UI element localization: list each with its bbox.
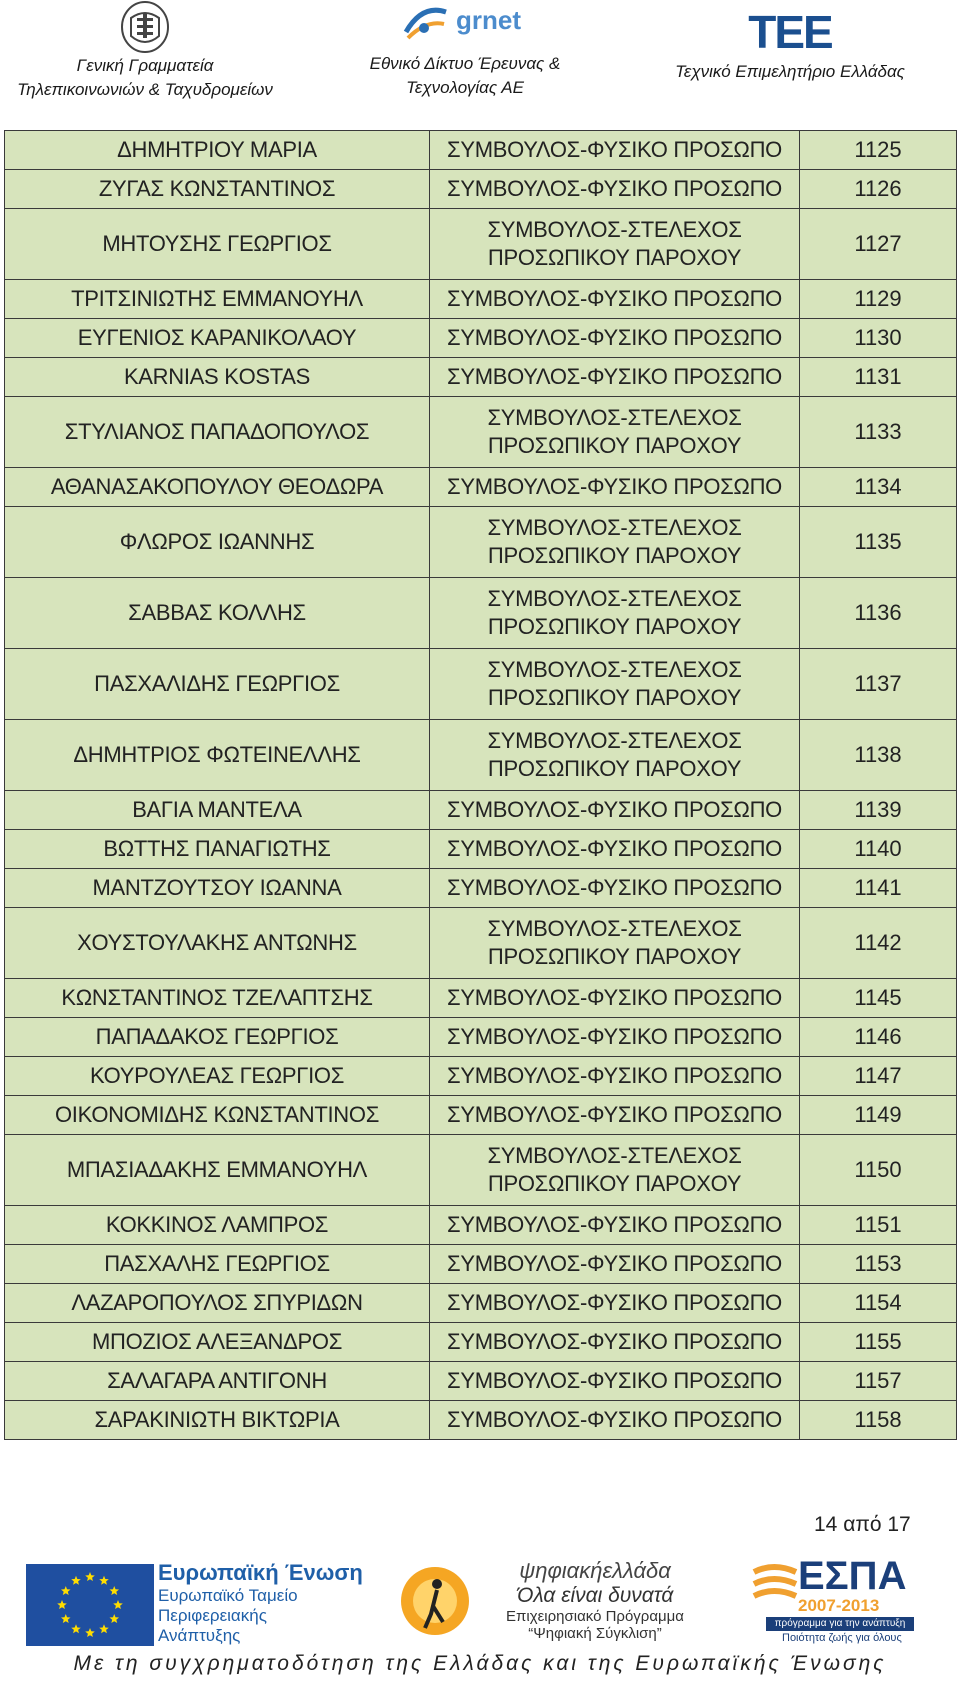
member-type-cell: [430, 507, 800, 578]
member-type-line-1: ΣΥΜΒΟΥΛΟΣ-ΦΥΣΙΚΟ ΠΡΟΣΩΠΟ: [447, 875, 782, 900]
member-type-cell: [430, 209, 800, 280]
member-id-cell: 1158: [800, 1401, 957, 1440]
table-row: [5, 319, 957, 358]
table-row: [5, 358, 957, 397]
table-row: [5, 791, 957, 830]
member-id-cell: 1136: [800, 578, 957, 649]
table-row: [5, 720, 957, 791]
member-id-cell: 1140: [800, 830, 957, 869]
table-row: [5, 507, 957, 578]
member-id-cell: 1155: [800, 1323, 957, 1362]
member-type-cell: [430, 1401, 800, 1440]
member-name-cell: ΧΟΥΣΤΟΥΛΑΚΗΣ ΑΝΤΩΝΗΣ: [5, 908, 430, 979]
member-type-line-2: ΠΡΟΣΩΠΙΚΟΥ ΠΑΡΟΧΟΥ: [487, 614, 742, 639]
member-id-cell: 1147: [800, 1057, 957, 1096]
espa-wave-icon: [752, 1562, 798, 1612]
eu-line-2: Ευρωπαϊκό Ταμείο: [158, 1586, 298, 1605]
page-header: [0, 0, 960, 125]
member-type-cell: [430, 1245, 800, 1284]
member-type-line-1: ΣΥΜΒΟΥΛΟΣ-ΦΥΣΙΚΟ ΠΡΟΣΩΠΟ: [447, 1102, 782, 1127]
member-name-cell: ΜΠΑΣΙΑΔΑΚΗΣ ΕΜΜΑΝΟΥΗΛ: [5, 1135, 430, 1206]
member-name-cell: ΒΩΤΤΗΣ ΠΑΝΑΓΙΩΤΗΣ: [5, 830, 430, 869]
member-type-cell: [430, 397, 800, 468]
member-type-line-1: ΣΥΜΒΟΥΛΟΣ-ΦΥΣΙΚΟ ΠΡΟΣΩΠΟ: [447, 1368, 782, 1393]
tee-wordmark: TEE: [748, 6, 832, 58]
member-type-line-1: ΣΥΜΒΟΥΛΟΣ-ΣΤΕΛΕΧΟΣ: [487, 405, 742, 430]
member-type-line-1: ΣΥΜΒΟΥΛΟΣ-ΦΥΣΙΚΟ ΠΡΟΣΩΠΟ: [447, 797, 782, 822]
table-row: [5, 1323, 957, 1362]
member-type-line-1: ΣΥΜΒΟΥΛΟΣ-ΦΥΣΙΚΟ ΠΡΟΣΩΠΟ: [447, 176, 782, 201]
member-type-cell: [430, 170, 800, 209]
member-id-cell: 1139: [800, 791, 957, 830]
member-name-cell: ΜΠΟΖΙΟΣ ΑΛΕΞΑΝΔΡΟΣ: [5, 1323, 430, 1362]
member-type-cell: [430, 649, 800, 720]
page-number: 14 από 17: [814, 1513, 911, 1536]
member-name-cell: ΚΩΝΣΤΑΝΤΙΝΟΣ ΤΖΕΛΑΠΤΣΗΣ: [5, 979, 430, 1018]
member-type-cell: [430, 869, 800, 908]
espa-title: ΕΣΠΑ: [798, 1554, 907, 1598]
member-name-cell: ΒΑΓΙΑ ΜΑΝΤΕΛΑ: [5, 791, 430, 830]
eu-line-4: Ανάπτυξης: [158, 1626, 241, 1645]
member-type-line-1: ΣΥΜΒΟΥΛΟΣ-ΦΥΣΙΚΟ ΠΡΟΣΩΠΟ: [447, 1290, 782, 1315]
gsgt-line-1: Γενική Γραμματεία: [76, 56, 214, 75]
member-id-cell: 1149: [800, 1096, 957, 1135]
member-type-line-2: ΠΡΟΣΩΠΙΚΟΥ ΠΑΡΟΧΟΥ: [487, 944, 742, 969]
member-id-cell: 1142: [800, 908, 957, 979]
member-type-cell: [430, 280, 800, 319]
member-id-cell: 1127: [800, 209, 957, 280]
member-type-line-1: ΣΥΜΒΟΥΛΟΣ-ΣΤΕΛΕΧΟΣ: [487, 657, 742, 682]
member-type-cell: [430, 468, 800, 507]
member-type-line-2: ΠΡΟΣΩΠΙΚΟΥ ΠΑΡΟΧΟΥ: [487, 543, 742, 568]
table-row: [5, 1096, 957, 1135]
tee-line-1: Τεχνικό Επιμελητήριο Ελλάδας: [675, 62, 905, 81]
member-type-line-1: ΣΥΜΒΟΥΛΟΣ-ΦΥΣΙΚΟ ΠΡΟΣΩΠΟ: [447, 1063, 782, 1088]
member-id-cell: 1151: [800, 1206, 957, 1245]
member-name-cell: ΚΟΥΡΟΥΛΕΑΣ ΓΕΩΡΓΙΟΣ: [5, 1057, 430, 1096]
member-type-line-2: ΠΡΟΣΩΠΙΚΟΥ ΠΑΡΟΧΟΥ: [487, 685, 742, 710]
member-type-line-1: ΣΥΜΒΟΥΛΟΣ-ΦΥΣΙΚΟ ΠΡΟΣΩΠΟ: [447, 1212, 782, 1237]
member-type-line-1: ΣΥΜΒΟΥΛΟΣ-ΦΥΣΙΚΟ ΠΡΟΣΩΠΟ: [447, 836, 782, 861]
member-id-cell: 1146: [800, 1018, 957, 1057]
member-name-cell: ΣΑΛΑΓΑΡΑ ΑΝΤΙΓΟΝΗ: [5, 1362, 430, 1401]
digital-greece-figure-icon: [395, 1556, 475, 1646]
member-id-cell: 1138: [800, 720, 957, 791]
tee-logo: [645, 0, 935, 56]
table-row: [5, 1135, 957, 1206]
grnet-line-2: Τεχνολογίας ΑΕ: [406, 78, 524, 97]
member-type-cell: [430, 1362, 800, 1401]
member-name-cell: KARNIAS KOSTAS: [5, 358, 430, 397]
eu-line-3: Περιφερειακής: [158, 1606, 267, 1625]
member-type-cell: [430, 131, 800, 170]
member-type-cell: [430, 358, 800, 397]
member-type-line-2: ΠΡΟΣΩΠΙΚΟΥ ΠΑΡΟΧΟΥ: [487, 756, 742, 781]
table-row: [5, 170, 957, 209]
member-id-cell: 1154: [800, 1284, 957, 1323]
header-tee: [645, 0, 935, 84]
member-id-cell: 1135: [800, 507, 957, 578]
member-type-line-1: ΣΥΜΒΟΥΛΟΣ-ΦΥΣΙΚΟ ΠΡΟΣΩΠΟ: [447, 1251, 782, 1276]
member-type-line-1: ΣΥΜΒΟΥΛΟΣ-ΦΥΣΙΚΟ ΠΡΟΣΩΠΟ: [447, 1329, 782, 1354]
member-name-cell: ΜΗΤΟΥΣΗΣ ΓΕΩΡΓΙΟΣ: [5, 209, 430, 280]
member-type-line-1: ΣΥΜΒΟΥΛΟΣ-ΦΥΣΙΚΟ ΠΡΟΣΩΠΟ: [447, 474, 782, 499]
digital-greece-text: [480, 1558, 710, 1642]
gsgt-line-2: Τηλεπικοινωνιών & Ταχυδρομείων: [17, 80, 273, 99]
member-id-cell: 1130: [800, 319, 957, 358]
member-name-cell: ΔΗΜΗΤΡΙΟΥ ΜΑΡΙΑ: [5, 131, 430, 170]
member-name-cell: ΠΑΣΧΑΛΙΔΗΣ ΓΕΩΡΓΙΟΣ: [5, 649, 430, 720]
table-row: [5, 649, 957, 720]
table-row: [5, 1401, 957, 1440]
member-name-cell: ΦΛΩΡΟΣ ΙΩΑΝΝΗΣ: [5, 507, 430, 578]
member-name-cell: ΣΑΒΒΑΣ ΚΟΛΛΗΣ: [5, 578, 430, 649]
member-type-cell: [430, 1018, 800, 1057]
grnet-logo: [340, 0, 590, 52]
espa-tagline-1: πρόγραμμα για την ανάπτυξη: [766, 1617, 914, 1631]
member-id-cell: 1157: [800, 1362, 957, 1401]
member-type-cell: [430, 791, 800, 830]
table-row: [5, 397, 957, 468]
table-row: [5, 1284, 957, 1323]
member-id-cell: 1150: [800, 1135, 957, 1206]
member-id-cell: 1145: [800, 979, 957, 1018]
table-row: [5, 869, 957, 908]
member-id-cell: 1153: [800, 1245, 957, 1284]
member-name-cell: ΠΑΠΑΔΑΚΟΣ ΓΕΩΡΓΙΟΣ: [5, 1018, 430, 1057]
member-type-line-1: ΣΥΜΒΟΥΛΟΣ-ΣΤΕΛΕΧΟΣ: [487, 586, 742, 611]
header-gsgt: [0, 0, 290, 102]
member-type-line-1: ΣΥΜΒΟΥΛΟΣ-ΣΤΕΛΕΧΟΣ: [487, 515, 742, 540]
greek-state-emblem-icon: [119, 0, 171, 54]
digital-greece-slogan: Όλα είναι δυνατά: [516, 1584, 674, 1607]
espa-tagline-2: Ποιότητα ζωής για όλους: [782, 1632, 902, 1644]
member-id-cell: 1133: [800, 397, 957, 468]
table-row: [5, 1245, 957, 1284]
member-type-line-1: ΣΥΜΒΟΥΛΟΣ-ΦΥΣΙΚΟ ΠΡΟΣΩΠΟ: [447, 286, 782, 311]
member-id-cell: 1134: [800, 468, 957, 507]
member-type-line-2: ΠΡΟΣΩΠΙΚΟΥ ΠΑΡΟΧΟΥ: [487, 245, 742, 270]
table-row: [5, 1206, 957, 1245]
table-row: [5, 1018, 957, 1057]
eu-flag-icon: [26, 1564, 154, 1646]
member-id-cell: 1125: [800, 131, 957, 170]
espa-years: 2007-2013: [798, 1596, 880, 1615]
member-name-cell: ΖΥΓΑΣ ΚΩΝΣΤΑΝΤΙΝΟΣ: [5, 170, 430, 209]
grnet-swirl-icon: [402, 2, 450, 48]
member-type-cell: [430, 578, 800, 649]
member-type-cell: [430, 830, 800, 869]
member-type-line-1: ΣΥΜΒΟΥΛΟΣ-ΦΥΣΙΚΟ ΠΡΟΣΩΠΟ: [447, 1407, 782, 1432]
digital-greece-line-2: “Ψηφιακή Σύγκλιση”: [528, 1625, 662, 1642]
member-id-cell: 1131: [800, 358, 957, 397]
member-name-cell: ΤΡΙΤΣΙΝΙΩΤΗΣ ΕΜΜΑΝΟΥΗΛ: [5, 280, 430, 319]
member-name-cell: ΟΙΚΟΝΟΜΙΔΗΣ ΚΩΝΣΤΑΝΤΙΝΟΣ: [5, 1096, 430, 1135]
member-type-line-1: ΣΥΜΒΟΥΛΟΣ-ΦΥΣΙΚΟ ΠΡΟΣΩΠΟ: [447, 364, 782, 389]
member-type-cell: [430, 1057, 800, 1096]
member-type-line-1: ΣΥΜΒΟΥΛΟΣ-ΦΥΣΙΚΟ ΠΡΟΣΩΠΟ: [447, 985, 782, 1010]
header-grnet: [340, 0, 590, 100]
member-id-cell: 1129: [800, 280, 957, 319]
member-id-cell: 1141: [800, 869, 957, 908]
table-row: [5, 468, 957, 507]
table-row: [5, 1362, 957, 1401]
grnet-wordmark: grnet: [456, 5, 521, 35]
member-type-line-1: ΣΥΜΒΟΥΛΟΣ-ΦΥΣΙΚΟ ΠΡΟΣΩΠΟ: [447, 137, 782, 162]
eu-title: Ευρωπαϊκή Ένωση: [158, 1560, 363, 1585]
member-id-cell: 1137: [800, 649, 957, 720]
table-row: [5, 280, 957, 319]
espa-logo: [752, 1554, 907, 1644]
member-type-line-1: ΣΥΜΒΟΥΛΟΣ-ΣΤΕΛΕΧΟΣ: [487, 1143, 742, 1168]
member-name-cell: ΣΤΥΛΙΑΝΟΣ ΠΑΠΑΔΟΠΟΥΛΟΣ: [5, 397, 430, 468]
member-name-cell: ΚΟΚΚΙΝΟΣ ΛΑΜΠΡΟΣ: [5, 1206, 430, 1245]
table-row: [5, 1057, 957, 1096]
table-row: [5, 578, 957, 649]
member-type-line-1: ΣΥΜΒΟΥΛΟΣ-ΦΥΣΙΚΟ ΠΡΟΣΩΠΟ: [447, 325, 782, 350]
member-type-cell: [430, 319, 800, 358]
table-row: [5, 979, 957, 1018]
member-type-cell: [430, 1284, 800, 1323]
member-type-cell: [430, 979, 800, 1018]
member-name-cell: ΠΑΣΧΑΛΗΣ ΓΕΩΡΓΙΟΣ: [5, 1245, 430, 1284]
member-type-line-1: ΣΥΜΒΟΥΛΟΣ-ΣΤΕΛΕΧΟΣ: [487, 916, 742, 941]
member-name-cell: ΣΑΡΑΚΙΝΙΩΤΗ ΒΙΚΤΩΡΙΑ: [5, 1401, 430, 1440]
member-type-cell: [430, 1323, 800, 1362]
grnet-line-1: Εθνικό Δίκτυο Έρευνας &: [369, 54, 561, 73]
member-type-line-2: ΠΡΟΣΩΠΙΚΟΥ ΠΑΡΟΧΟΥ: [487, 433, 742, 458]
eu-fund-text: [158, 1560, 363, 1646]
registry-table: [4, 130, 957, 1440]
member-name-cell: ΜΑΝΤΖΟΥΤΣΟΥ ΙΩΑΝΝΑ: [5, 869, 430, 908]
member-type-cell: [430, 720, 800, 791]
member-type-line-1: ΣΥΜΒΟΥΛΟΣ-ΣΤΕΛΕΧΟΣ: [487, 728, 742, 753]
member-type-cell: [430, 1206, 800, 1245]
table-row: [5, 209, 957, 280]
member-type-line-1: ΣΥΜΒΟΥΛΟΣ-ΦΥΣΙΚΟ ΠΡΟΣΩΠΟ: [447, 1024, 782, 1049]
table-row: [5, 908, 957, 979]
cofunding-statement: Με τη συγχρηματοδότηση της Ελλάδας και της Ευρωπαϊκής Ένωσης: [73, 1652, 887, 1675]
digital-greece-logo-text: ψηφιακήελλάδα: [519, 1558, 671, 1583]
member-type-line-1: ΣΥΜΒΟΥΛΟΣ-ΣΤΕΛΕΧΟΣ: [487, 217, 742, 242]
member-type-cell: [430, 908, 800, 979]
member-type-line-2: ΠΡΟΣΩΠΙΚΟΥ ΠΑΡΟΧΟΥ: [487, 1171, 742, 1196]
digital-greece-line-1: Επιχειρησιακό Πρόγραμμα: [506, 1608, 684, 1625]
member-name-cell: ΛΑΖΑΡΟΠΟΥΛΟΣ ΣΠΥΡΙΔΩΝ: [5, 1284, 430, 1323]
member-type-cell: [430, 1096, 800, 1135]
member-name-cell: ΑΘΑΝΑΣΑΚΟΠΟΥΛΟΥ ΘΕΟΔΩΡΑ: [5, 468, 430, 507]
member-name-cell: ΕΥΓΕΝΙΟΣ ΚΑΡΑΝΙΚΟΛΑΟΥ: [5, 319, 430, 358]
member-name-cell: ΔΗΜΗΤΡΙΟΣ ΦΩΤΕΙΝΕΛΛΗΣ: [5, 720, 430, 791]
table-row: [5, 131, 957, 170]
registry-table-body: [5, 131, 957, 1440]
member-id-cell: 1126: [800, 170, 957, 209]
table-row: [5, 830, 957, 869]
member-type-cell: [430, 1135, 800, 1206]
